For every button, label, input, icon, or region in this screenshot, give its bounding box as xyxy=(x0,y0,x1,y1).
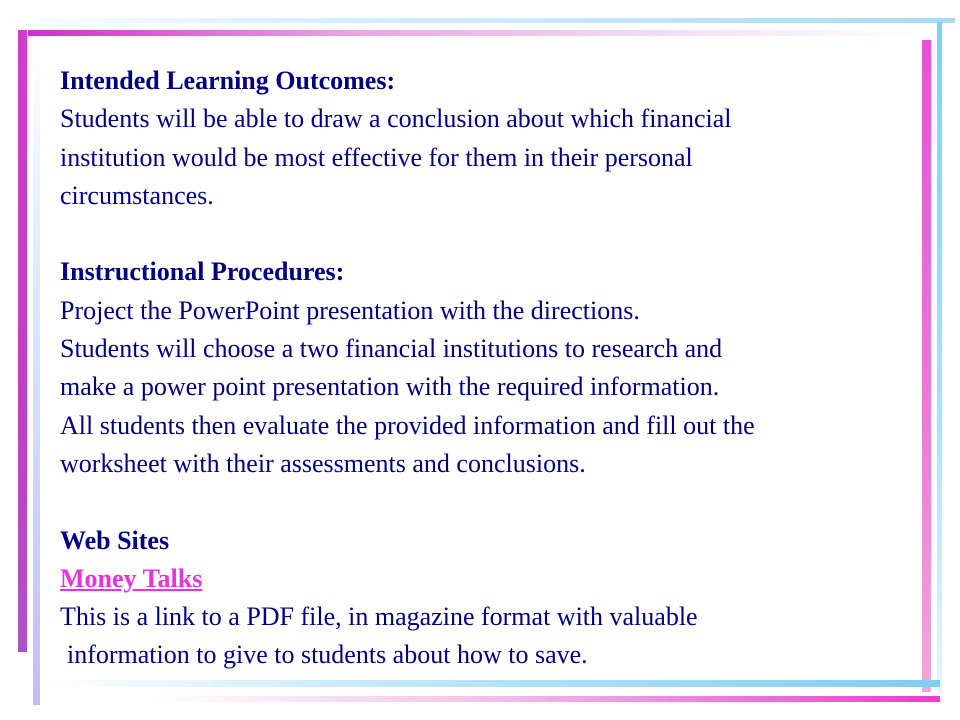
right-decorative-bar-outer xyxy=(937,22,942,694)
websites-line: information to give to students about how to save. xyxy=(67,640,588,670)
spacer xyxy=(60,483,920,521)
money-talks-link[interactable]: Money Talks xyxy=(60,563,203,593)
procedures-line: Students will choose a two financial institutions to research and xyxy=(60,334,723,364)
left-decorative-bar-outer xyxy=(18,30,27,652)
right-decorative-bar-inner xyxy=(922,40,931,692)
outcomes-line: circumstances. xyxy=(60,180,214,210)
top-decorative-bar-outer xyxy=(0,18,955,23)
procedures-line: All students then evaluate the provided information and fill out the xyxy=(60,410,755,440)
procedures-heading: Instructional Procedures: xyxy=(60,257,345,287)
outcomes-line: institution would be most effective for them in their personal xyxy=(60,142,693,172)
slide-content xyxy=(60,62,920,675)
websites-heading: Web Sites xyxy=(60,525,170,555)
websites-line: This is a link to a PDF file, in magazine format with valuable xyxy=(60,602,698,632)
procedures-line: worksheet with their assessments and conclusions. xyxy=(60,448,586,478)
procedures-line: Project the PowerPoint presentation with the directions. xyxy=(60,295,640,325)
bottom-decorative-bar-inner xyxy=(45,680,940,687)
procedures-line: make a power point presentation with the required information. xyxy=(60,372,720,402)
outcomes-heading: Intended Learning Outcomes: xyxy=(60,66,396,95)
bottom-decorative-bar-outer xyxy=(150,696,940,702)
left-decorative-bar-inner xyxy=(33,40,40,705)
top-decorative-bar-inner xyxy=(28,30,923,36)
spacer xyxy=(60,215,920,253)
outcomes-line: Students will be able to draw a conclusion about which financial xyxy=(60,104,732,134)
